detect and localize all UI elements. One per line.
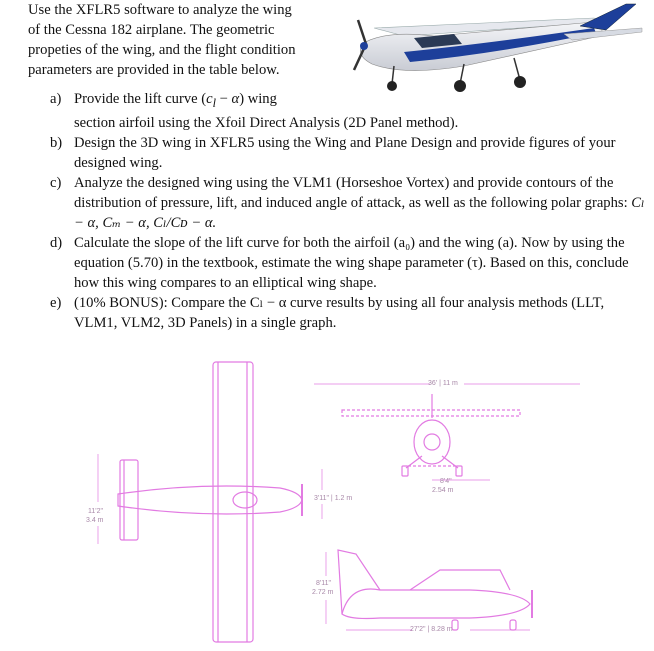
dim-prop: 3'11" | 1.2 m bbox=[314, 495, 353, 502]
intro-paragraph bbox=[28, 0, 338, 80]
three-view-drawing bbox=[80, 354, 640, 650]
top-view bbox=[118, 362, 302, 642]
task-text: Design the 3D wing in XFLR5 using the Wing and Plane Design and provide figures of your designed wing. bbox=[74, 134, 616, 171]
dim-tail-span-m: 3.4 m bbox=[86, 517, 104, 524]
top-view-fuselage bbox=[118, 486, 302, 514]
front-view bbox=[342, 394, 520, 476]
dim-track: 8'4" bbox=[440, 478, 452, 485]
task-text: ) wing bbox=[239, 91, 277, 107]
task-label: b) bbox=[50, 134, 63, 151]
intro-line: propeties of the wing, and the flight condition bbox=[28, 42, 296, 58]
top-view-stabilizer bbox=[120, 460, 138, 540]
task-label: e) bbox=[50, 294, 62, 311]
intro-line: parameters are provided in the table below. bbox=[28, 62, 280, 78]
dim-tail-span: 11'2" bbox=[88, 508, 103, 515]
task-item-c bbox=[50, 173, 650, 233]
side-view-fuselage bbox=[342, 589, 530, 619]
side-view bbox=[338, 550, 532, 630]
dimension-arrows bbox=[98, 384, 580, 630]
side-view-tail bbox=[338, 550, 380, 614]
math-polars: Cₗ − α, Cₘ − α, Cₗ/Cᴅ − α. bbox=[74, 194, 645, 231]
dim-track-m: 2.54 m bbox=[432, 487, 454, 494]
task-list bbox=[50, 89, 650, 333]
dim-length: 27'2" | 8.28 m bbox=[410, 626, 453, 633]
task-label: c) bbox=[50, 174, 62, 191]
intro-line: of the Cessna 182 airplane. The geometric bbox=[28, 22, 275, 38]
task-item-e bbox=[50, 293, 650, 333]
task-text: − bbox=[216, 91, 232, 107]
task-text: Provide the lift curve ( bbox=[74, 91, 207, 107]
task-text: (10% BONUS): Compare the Cₗ − α curve results by using all four analysis methods (LLT, VLM1, VLM2, 3D Panels) in a single graph. bbox=[74, 294, 605, 331]
task-text: Analyze the designed wing using the VLM1 (Horseshoe Vortex) and provide contours of the distribution of pressure, lift, and induced angle of attack, as well as the following bbox=[74, 174, 614, 211]
task-label: a) bbox=[50, 91, 62, 107]
dim-height: 8'11" bbox=[316, 580, 331, 587]
front-view-wing bbox=[342, 410, 520, 416]
task-text: Calculate the slope of the lift curve for both the airfoil (a₀) and the wing (a). Now by using the equation (5.70) in the textbook, estimate the wing shape parameter (τ). Based on this, conclude how this wing compares to an elliptical wing shape. bbox=[74, 234, 629, 291]
task-text: polar graphs: bbox=[551, 194, 632, 211]
task-label: d) bbox=[50, 234, 63, 251]
math-sub: l bbox=[212, 95, 216, 110]
intro-line: Use the XFLR5 software to analyze the wing bbox=[28, 2, 292, 18]
task-item-a bbox=[50, 89, 650, 133]
task-text: section airfoil using the Xfoil Direct Analysis (2D Panel method). bbox=[74, 114, 459, 131]
dim-span: 36' | 11 m bbox=[428, 380, 458, 387]
dim-height-m: 2.72 m bbox=[312, 589, 334, 596]
task-item-b bbox=[50, 133, 650, 173]
math-c: c bbox=[206, 91, 213, 107]
cessna-182-photo bbox=[344, 0, 646, 96]
math-alpha: α bbox=[231, 91, 240, 107]
task-item-d bbox=[50, 233, 650, 293]
